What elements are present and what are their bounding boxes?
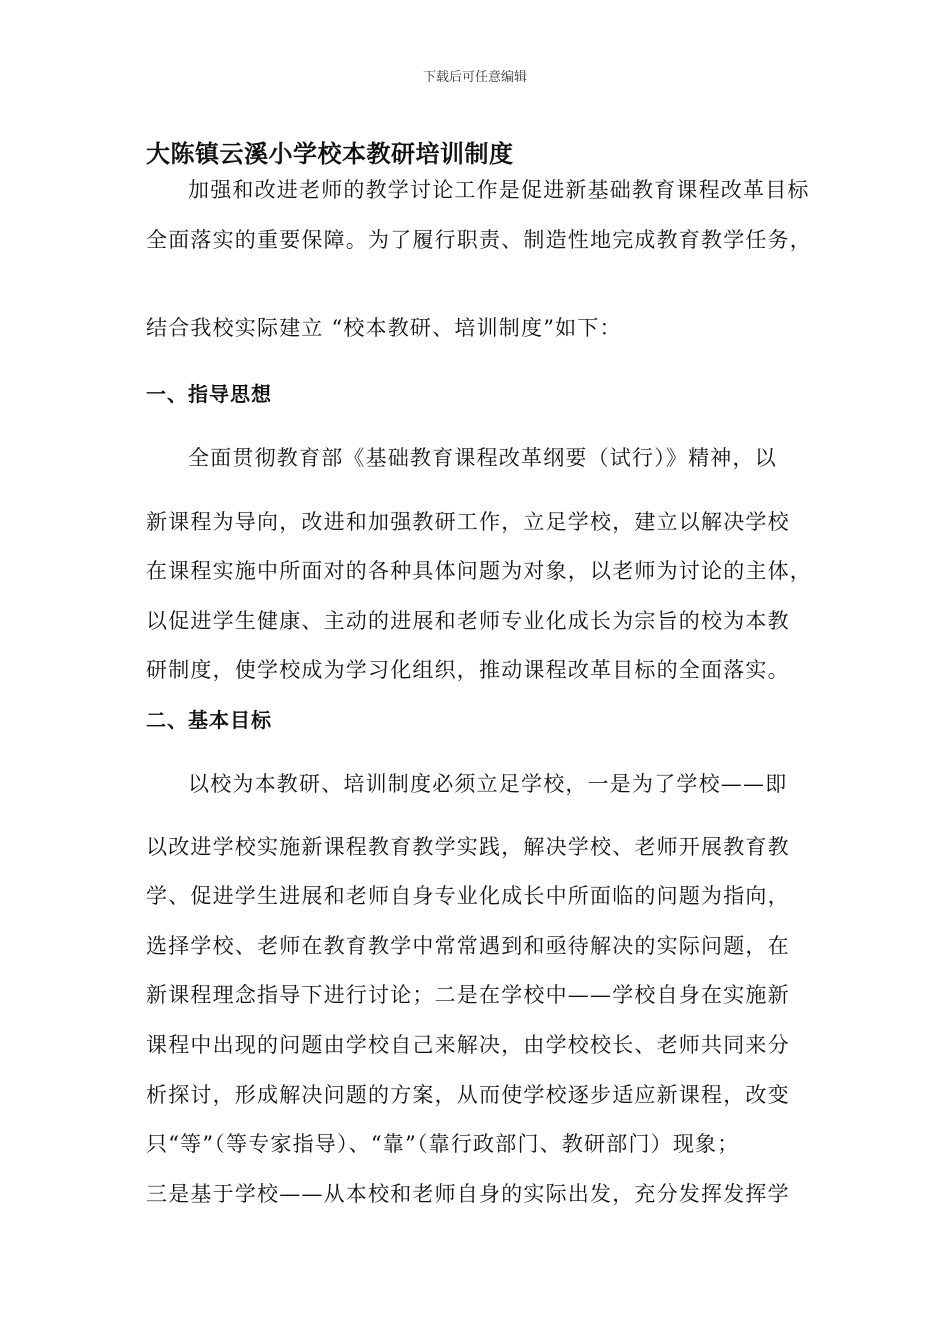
- intro-line: 加强和改进老师的教学讨论工作是促进新基础教育课程改革目标: [188, 178, 810, 202]
- paragraph-line: 课程中出现的问题由学校自己来解决，由学校校长、老师共同来分: [146, 1033, 790, 1057]
- paragraph-line: 析探讨，形成解决问题的方案，从而使学校逐步适应新课程，改变: [146, 1083, 790, 1107]
- paragraph-line: 全面贯彻教育部《基础教育课程改革纲要（试行）》精神，以: [188, 446, 777, 470]
- page-header-note: 下载后可任意编辑: [422, 70, 527, 85]
- paragraph-line: 研制度，使学校成为学习化组织，推动课程改革目标的全面落实。: [146, 658, 790, 682]
- paragraph-line: 新课程为导向，改进和加强教研工作，立足学校，建立以解决学校: [146, 510, 790, 534]
- paragraph-line: 只“等”（等专家指导）、“靠”（靠行政部门、教研部门）现象；: [146, 1132, 740, 1156]
- paragraph-line: 在课程实施中所面对的各种具体问题为对象，以老师为讨论的主体，: [146, 559, 812, 583]
- paragraph-line: 以改进学校实施新课程教育教学实践，解决学校、老师开展教育教: [146, 835, 790, 859]
- paragraph-line: 学、促进学生进展和老师自身专业化成长中所面临的问题为指向，: [146, 884, 790, 908]
- paragraph-line: 以校为本教研、培训制度必须立足学校，一是为了学校——即: [188, 772, 788, 796]
- intro-line: 结合我校实际建立 “校本教研、培训制度”如下：: [146, 316, 622, 340]
- paragraph-line: 三是基于学校——从本校和老师自身的实际出发，充分发挥发挥学: [146, 1182, 790, 1206]
- document-title: 大陈镇云溪小学校本教研培训制度: [146, 140, 514, 168]
- paragraph-line: 以促进学生健康、主动的进展和老师专业化成长为宗旨的校为本教: [146, 609, 790, 633]
- paragraph-line: 新课程理念指导下进行讨论；二是在学校中——学校自身在实施新: [146, 983, 790, 1007]
- paragraph-line: 选择学校、老师在教育教学中常常遇到和亟待解决的实际问题，在: [146, 934, 790, 958]
- section-heading: 一、指导思想: [146, 382, 272, 406]
- intro-line: 全面落实的重要保障。为了履行职责、制造性地完成教育教学任务，: [146, 228, 812, 252]
- section-heading: 二、基本目标: [146, 708, 272, 732]
